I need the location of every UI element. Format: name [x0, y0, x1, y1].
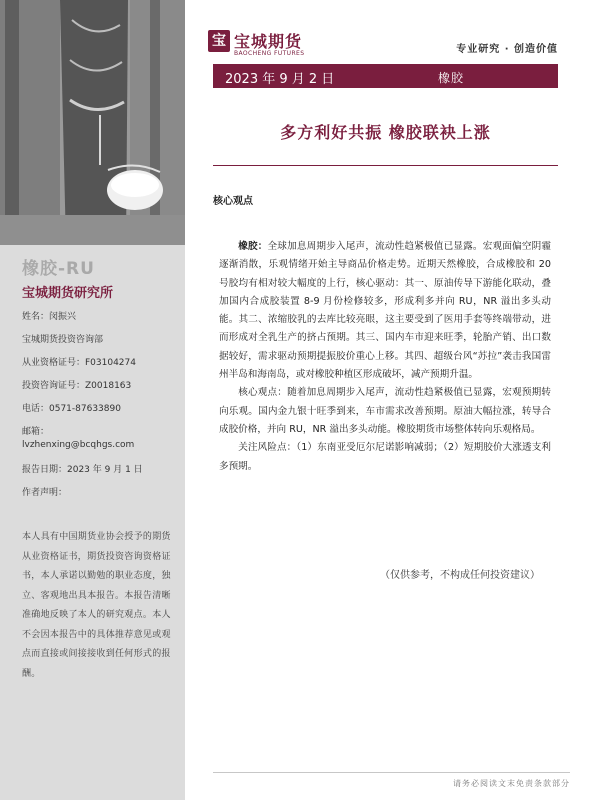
paragraph-main-text: 全球加息周期步入尾声，流动性趋紧极值已显露。宏观面偏空阴霾逐渐消散，乐观情绪开始主导商品价格走势。近期天然橡胶，合成橡胶和 20 号胶均有相对较大幅度的上行，核心驱动：其一、原油传导下游能化联动，叠加国内合成胶装置 8-9 月份检修较多，形成利多并向 RU，NR 溢出多头动能。其二、浓缩胶乳的去库比较亮眼，这主要受到了医用手套等终端带动，进而形成对全乳生产的挤占预期。其三、国内车市迎来旺季，轮胎产销、出口数据较好，需求驱动预期提振胶价重心上移。其四、超级台风“苏拉”袭击我国雷州半岛和海南岛，或对橡胶种植区形成破坏，减产预期升温。 — [219, 241, 551, 381]
email-block — [22, 426, 182, 464]
company-logo — [208, 28, 328, 64]
institute-label: 宝城期货研究所 — [22, 286, 114, 301]
investment-note: （仅供参考，不构成任何投资建议） — [380, 570, 540, 581]
analyst-name: 姓名：闵振兴 — [22, 312, 77, 322]
footer-divider — [213, 772, 570, 773]
lead-label: 橡胶： — [238, 241, 268, 252]
slogan: 专业研究 · 创造价值 — [456, 44, 558, 55]
date-banner — [213, 64, 558, 88]
logo-name: 宝城期货 — [234, 32, 303, 51]
email-link[interactable]: lvzhenxing@bcqhgs.com — [22, 440, 135, 450]
rubber-tree-illustration — [0, 0, 185, 245]
email-label: 邮箱： — [22, 427, 50, 437]
analyst-info — [22, 311, 182, 510]
paragraph-core-view: 核心观点：随着加息周期步入尾声，流动性趋紧极值已显露，宏观预期转向乐观。国内金九银十旺季到来，车市需求改善预期。原油大幅拉涨，转导合成胶价格，并向 RU，NR 溢出多头动能。橡胶期货市场整体转向乐观格局。 — [219, 387, 551, 435]
sidebar — [0, 0, 185, 800]
section-title: 核心观点 — [213, 196, 253, 207]
sector-label: 橡胶 — [438, 71, 465, 85]
report-title: 多方利好共振 橡胶联袂上涨 — [280, 123, 491, 142]
report-date-banner: 2023 年 9 月 2 日 — [225, 72, 335, 87]
license-number: 从业资格证号：F03104274 — [22, 358, 136, 368]
logo-english: BAOCHENG FUTURES — [234, 50, 305, 57]
title-divider — [213, 165, 558, 166]
phone: 电话：0571-87633890 — [22, 404, 121, 414]
consult-license-number: 投资咨询证号：Z0018163 — [22, 381, 132, 391]
rubber-tree-photo — [0, 0, 185, 245]
report-body — [219, 238, 551, 476]
paragraph-risk: 关注风险点：（1）东南亚受厄尔尼诺影响减弱；（2）短期胶价大涨透支利多预期。 — [219, 442, 551, 472]
sidebar-heading — [22, 254, 182, 301]
report-date: 报告日期：2023 年 9 月 1 日 — [22, 465, 143, 475]
department: 宝城期货投资咨询部 — [22, 335, 104, 345]
footer-notice: 请务必阅读文末免责条款部分 — [453, 779, 570, 788]
logo-mark: 宝 — [208, 30, 230, 52]
author-statement-heading: 作者声明： — [22, 488, 68, 498]
paragraph-main — [219, 238, 551, 384]
category-label: 橡胶-RU — [22, 259, 95, 279]
author-disclaimer: 本人具有中国期货业协会授予的期货从业资格证书，期货投资咨询资格证书，本人承诺以勤勉的职业态度，独立、客观地出具本报告。本报告清晰准确地反映了本人的研究观点。本人不会因本报告中的具体推荐意见或观点而直接或间接接收到任何形式的报酬。 — [22, 532, 171, 679]
